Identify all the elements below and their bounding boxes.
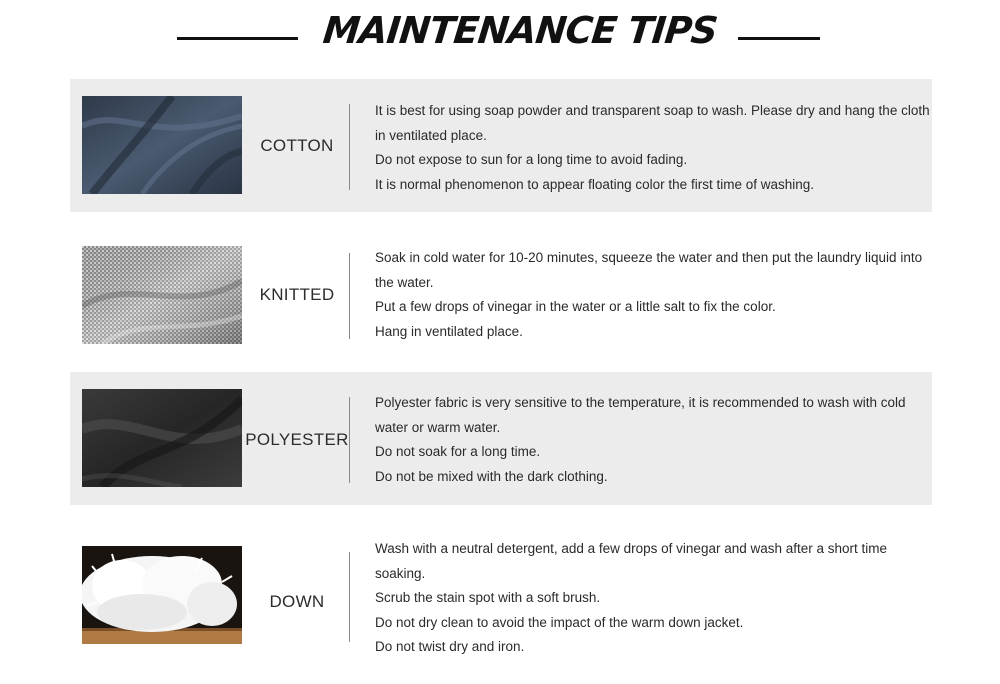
- knitted-fabric-swatch: [82, 246, 242, 344]
- tip-text: Do not twist dry and iron.: [375, 639, 525, 654]
- tip-text: Do not be mixed with the dark clothing.: [375, 468, 608, 484]
- fabric-label-down: DOWN: [269, 592, 325, 611]
- fabric-row-cotton: [70, 79, 932, 212]
- tip-text: Soak in cold water for 10-20 minutes, squeeze the water and then put the laundry liquid into the water.: [375, 250, 923, 290]
- tip-text: Put a few drops of vinegar in the water or a little salt to fix the color.: [375, 299, 776, 314]
- row-divider: [349, 253, 350, 339]
- title-rule-left: [177, 37, 298, 40]
- fabric-label-cotton: COTTON: [260, 136, 334, 155]
- page-header: [0, 6, 1000, 56]
- row-divider: [349, 104, 350, 190]
- tip-text: It is best for using soap powder and transparent soap to wash. Please dry and hang the cloth in ventilated place.: [375, 103, 930, 143]
- cotton-fabric-swatch: [82, 96, 242, 194]
- fabric-row-polyester: [70, 372, 932, 505]
- fabric-label-polyester: POLYESTER: [245, 430, 349, 449]
- tip-text: Wash with a neutral detergent, add a few drops of vinegar and wash after a short time soaking.: [375, 541, 888, 581]
- tip-text: Scrub the stain spot with a soft brush.: [375, 590, 601, 605]
- polyester-fabric-swatch: [82, 389, 242, 487]
- fabric-row-down: [70, 520, 932, 667]
- title-rule-right: [738, 37, 820, 40]
- page-title: MAINTENANCE TIPS: [321, 9, 719, 52]
- tip-text: It is normal phenomenon to appear floating color the first time of washing.: [375, 176, 814, 192]
- tip-text: Hang in ventilated place.: [375, 323, 523, 339]
- tip-text: Do not dry clean to avoid the impact of the warm down jacket.: [375, 614, 744, 630]
- row-divider: [349, 397, 350, 483]
- fabric-tips-cotton: [375, 99, 930, 197]
- row-divider: [349, 552, 350, 642]
- tip-text: Polyester fabric is very sensitive to the temperature, it is recommended to wash with cold water or warm water.: [375, 395, 906, 435]
- down-feathers-swatch: [82, 546, 242, 644]
- fabric-label-knitted: KNITTED: [259, 285, 335, 304]
- tip-text: Do not expose to sun for a long time to avoid fading.: [375, 152, 688, 167]
- fabric-tips-knitted: [375, 246, 930, 344]
- tip-text: Do not soak for a long time.: [375, 444, 541, 459]
- fabric-row-knitted: [70, 228, 932, 360]
- fabric-tips-down: [375, 537, 930, 660]
- fabric-tips-polyester: [375, 391, 930, 489]
